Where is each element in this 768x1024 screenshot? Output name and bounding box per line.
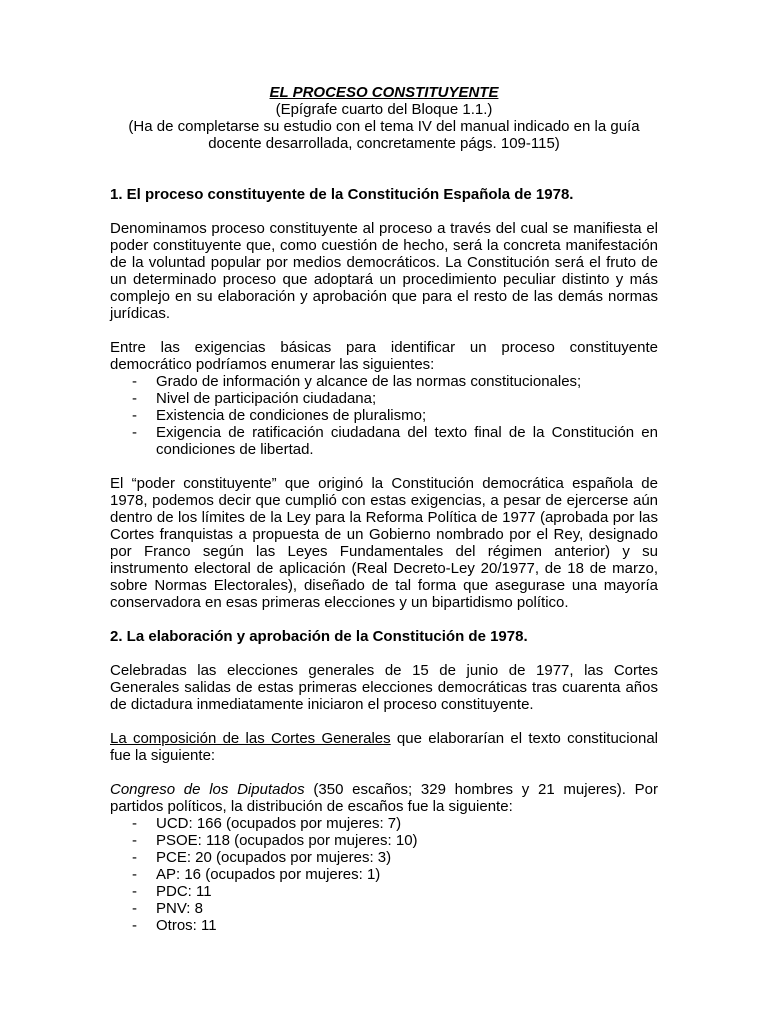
list-item: - UCD: 166 (ocupados por mujeres: 7) <box>110 815 658 832</box>
list-item: - Nivel de participación ciudadana; <box>110 390 658 407</box>
list-item: - PSOE: 118 (ocupados por mujeres: 10) <box>110 832 658 849</box>
list-item: - PNV: 8 <box>110 900 658 917</box>
requirements-list <box>110 373 658 458</box>
composition-paragraph <box>110 730 658 764</box>
section2-heading: 2. La elaboración y aprobación de la Constitución de 1978. <box>110 628 528 645</box>
list-item: - Otros: 11 <box>110 917 658 934</box>
document-subtitle: (Epígrafe cuarto del Bloque 1.1.) <box>275 101 493 118</box>
congreso-paragraph <box>110 781 658 815</box>
composition-rest-text: que elaborarían el texto constitucional fue la siguiente: <box>110 730 658 764</box>
section1-paragraph1: Denominamos proceso constituyente al proceso a través del cual se manifiesta el poder constituyente que, como cuestión de hecho, será la concreta manifestación de la voluntad popular por medios democráticos. La Constitución será el fruto de un determinado proceso que adoptará un procedimiento peculiar distinto y más complejo en su elaboración y aprobación que para el resto de las demás normas jurídicas. <box>110 220 658 322</box>
section1-paragraph2: Entre las exigencias básicas para identificar un proceso constituyente democrático podríamos enumerar las siguientes: <box>110 339 658 373</box>
document-note-line2: docente desarrollada, concretamente págs. 109-115) <box>208 135 560 152</box>
congreso-rest-text: (350 escaños; 329 hombres y 21 mujeres). Por partidos políticos, la distribución de escaños fue la siguiente: <box>110 781 659 815</box>
congreso-label: Congreso de los Diputados <box>110 781 305 798</box>
document-page <box>110 84 658 934</box>
document-note-line1: (Ha de completarse su estudio con el tema IV del manual indicado en la guía <box>128 118 640 135</box>
document-header <box>110 84 658 152</box>
list-item: - PDC: 11 <box>110 883 658 900</box>
composition-underlined-text: La composición de las Cortes Generales <box>110 730 391 747</box>
list-item: - PCE: 20 (ocupados por mujeres: 3) <box>110 849 658 866</box>
list-item: - Grado de información y alcance de las normas constitucionales; <box>110 373 658 390</box>
seats-list <box>110 815 658 934</box>
list-item: - AP: 16 (ocupados por mujeres: 1) <box>110 866 658 883</box>
list-item: - Existencia de condiciones de pluralismo; <box>110 407 658 424</box>
section1-paragraph3: El “poder constituyente” que originó la Constitución democrática española de 1978, podemos decir que cumplió con estas exigencias, a pesar de ejercerse aún dentro de los límites de la Ley para la Reforma Política de 1977 (aprobada por las Cortes franquistas a propuesta de un Gobierno nombrado por el Rey, designado por Franco según las Leyes Fundamentales del régimen anterior) y su instrumento electoral de aplicación (Real Decreto-Ley 20/1977, de 18 de marzo, sobre Normas Electorales), diseñado de tal forma que asegurase una mayoría conservadora en esas primeras elecciones y un bipartidismo político. <box>110 475 658 611</box>
section1-heading: 1. El proceso constituyente de la Constitución Española de 1978. <box>110 186 574 203</box>
document-title: EL PROCESO CONSTITUYENTE <box>269 84 499 101</box>
section2-paragraph1: Celebradas las elecciones generales de 15 de junio de 1977, las Cortes Generales salidas de estas primeras elecciones democráticas tras cuarenta años de dictadura inmediatamente iniciaron el proceso constituyente. <box>110 662 658 713</box>
list-item: - Exigencia de ratificación ciudadana del texto final de la Constitución en condiciones de libertad. <box>110 424 658 458</box>
